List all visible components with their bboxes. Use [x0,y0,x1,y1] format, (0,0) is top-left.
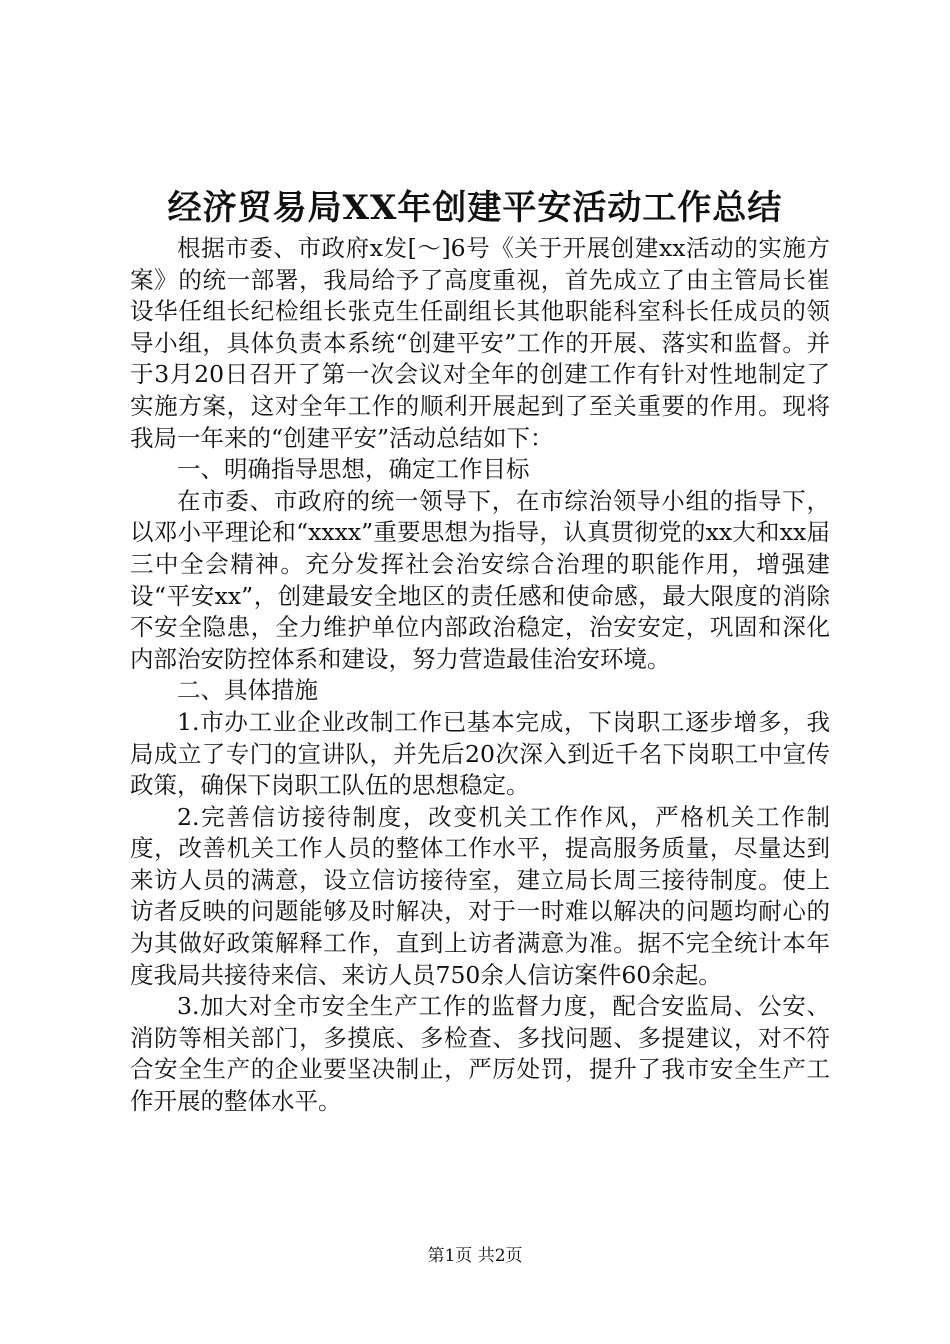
measure-2-paragraph: 2.完善信访接待制度，改变机关工作作风，严格机关工作制度，改善机关工作人员的整体工作水平，提高服务质量，尽量达到来访人员的满意，设立信访接待室，建立局长周三接待制度。使上访者反映的问题能够及时解决，对于一时难以解决的问题均耐心的为其做好政策解释工作，直到上访者满意为准。据不完全统计本年度我局共接待来信、来访人员750余人信访案件60余起。 [130,802,830,989]
intro-paragraph: 根据市委、市政府x发[～]6号《关于开展创建xx活动的实施方案》的统一部署，我局给予了高度重视，首先成立了由主管局长崔设华任组长纪检组长张克生任副组长其他职能科室科长任成员的领导小组，具体负责本系统“创建平安”工作的开展、落实和监督。并于3月20日召开了第一次会议对全年的创建工作有针对性地制定了实施方案，这对全年工作的顺利开展起到了至关重要的作用。现将我局一年来的“创建平安”活动总结如下： [130,234,830,452]
section-heading-2: 二、具体措施 [177,676,318,705]
measure-1-paragraph: 1.市办工业企业改制工作已基本完成，下岗职工逐步增多，我局成立了专门的宣讲队，并先后20次深入到近千名下岗职工中宣传政策，确保下岗职工队伍的思想稳定。 [130,707,830,800]
section-heading-1: 一、明确指导思想，确定工作目标 [177,455,530,484]
document-body [130,233,830,1118]
document-title: 经济贸易局XX年创建平安活动工作总结 [167,188,783,228]
measure-3-paragraph: 3.加大对全市安全生产工作的监督力度，配合安监局、公安、消防等相关部门，多摸底、多检查、多找问题、多提建议，对不符合安全生产的企业要坚决制止，严厉处罚，提升了我市安全生产工作开展的整体水平。 [130,992,830,1116]
section-1-paragraph: 在市委、市政府的统一领导下，在市综治领导小组的指导下，以邓小平理论和“xxxx”重要思想为指导，认真贯彻党的xx大和xx届三中全会精神。充分发挥社会治安综合治理的职能作用，增强建设“平安xx”，创建最安全地区的责任感和使命感，最大限度的消除不安全隐患，全力维护单位内部政治稳定，治安安定，巩固和深化内部治安防控体系和建设，努力营造最佳治安环境。 [130,486,830,673]
page-number: 第1页 共2页 [427,1246,523,1266]
